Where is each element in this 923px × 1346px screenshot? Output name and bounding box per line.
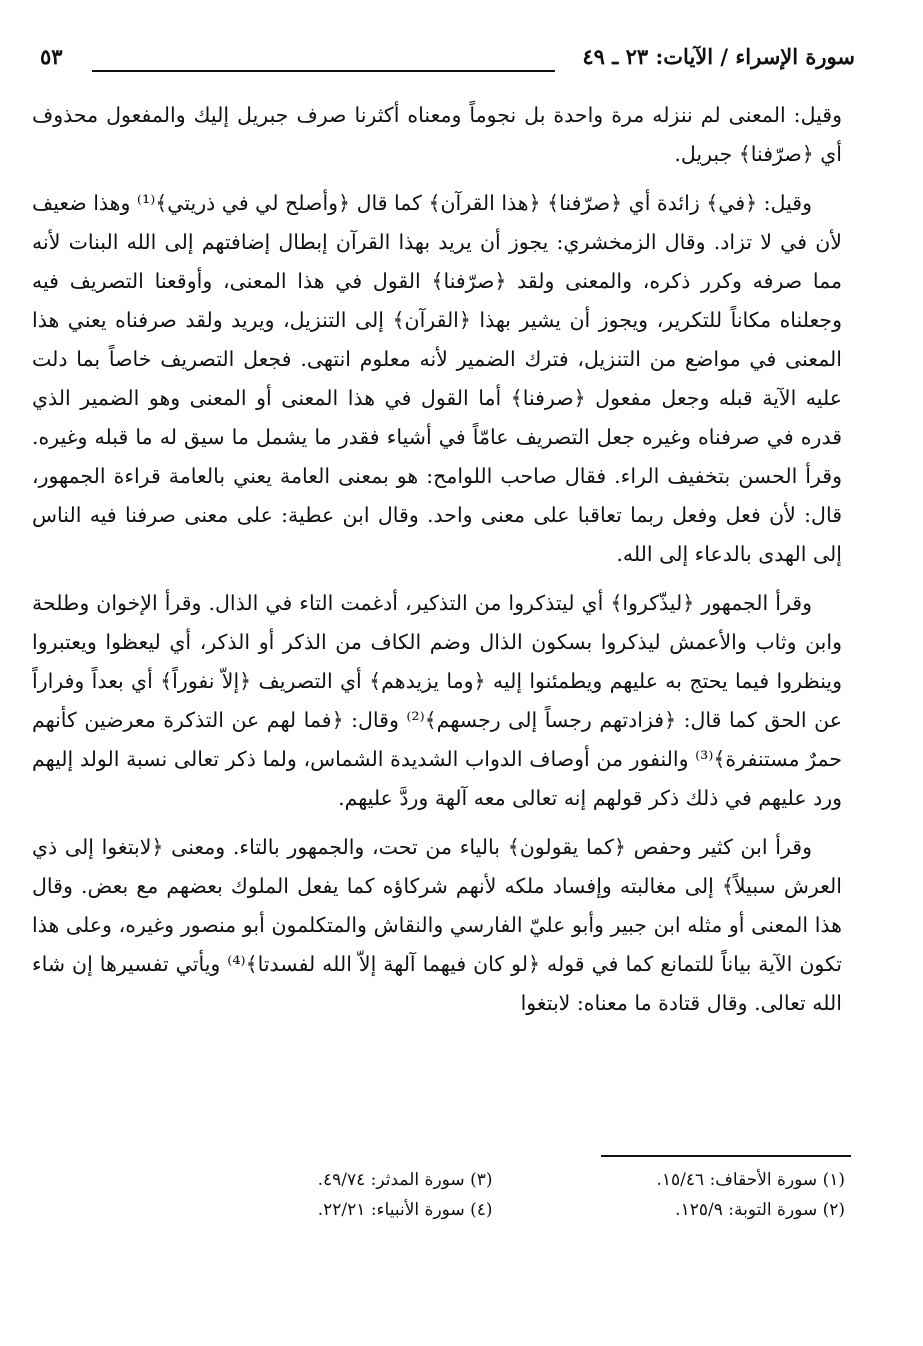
running-header [40,40,855,82]
footnote: (٢) سورة التوبة: ١٢٥/٩. [675,1200,845,1220]
paragraph: وقرأ ابن كثير وحفص ﴿كما يقولون﴾ بالياء من تحت، والجمهور بالتاء. ومعنى ﴿لابتغوا إلى ذي العرش سبيلاً﴾ إلى مغالبته وإفساد ملكه لأنهم شركاؤه كما يفعل الملوك بعضهم مع بعض. وقال هذا المعنى أو مثله ابن جبير وأبو عليّ الفارسي والنقاش والمتكلمون أبو منصور وغيره، وعلى هذا تكون الآية بياناً للتمانع كما في قوله ﴿لو كان فيهما آلهة إلاّ الله لفسدتا﴾⁽⁴⁾ ويأتي تفسيرها إن شاء الله تعالى. وقال قتادة ما معناه: لابتغوا [32,835,842,1015]
footnote: (٤) سورة الأنبياء: ٢٢/٢١. [317,1200,493,1220]
body-text [32,96,842,1033]
paragraph: وقيل: ﴿في﴾ زائدة أي ﴿صرّفنا﴾ ﴿هذا القرآن﴾ كما قال ﴿وأصلح لي في ذريتي﴾⁽¹⁾ وهذا ضعيف لأن في لا تزاد. وقال الزمخشري: يجوز أن يريد بهذا القرآن إبطال إضافتهم إلى الله البنات لأنه مما صرفه وكرر ذكره، والمعنى ولقد ﴿صرّفنا﴾ القول في هذا المعنى، وأوقعنا التصريف فيه وجعلناه مكاناً للتكرير، ويجوز أن يشير بهذا ﴿القرآن﴾ إلى التنزيل، ويريد ولقد صرفناه يعني هذا المعنى في مواضع من التنزيل، فترك الضمير لأنه معلوم انتهى. فجعل التصريف خاصاً بما دلت عليه الآية قبله وجعل مفعول ﴿صرفنا﴾ أما القول في هذا المعنى أو المعنى وهو الضمير الذي قدره في صرفناه وغيره جعل التصريف عامّاً في أشياء فقدر ما يشمل ما سيق له ما قبله وغيره. وقرأ الحسن بتخفيف الراء. فقال صاحب اللوامح: هو بمعنى العامة يعني بالعامة قراءة الجمهور، قال: لأن فعل وفعل ربما تعاقبا على معنى واحد. وقال ابن عطية: على معنى صرفنا فيه الناس إلى الهدى بالدعاء إلى الله. [32,191,842,566]
footnote: (٣) سورة المدثر: ٤٩/٧٤. [317,1170,493,1190]
paragraph: وقرأ الجمهور ﴿ليذّكروا﴾ أي ليتذكروا من التذكير، أدغمت التاء في الذال. وقرأ الإخوان وطلحة وابن وثاب والأعمش ليذكروا بسكون الذال وضم الكاف من الذكر أو الذكر، أي ليعظوا ويعتبروا وينظروا فيما يحتج به عليهم ويطمئنوا إليه ﴿وما يزيدهم﴾ أي التصريف ﴿إلاّ نفوراً﴾ أي بعداً وفراراً عن الحق كما قال: ﴿فزادتهم رجساً إلى رجسهم﴾⁽²⁾ وقال: ﴿فما لهم عن التذكرة معرضين كأنهم حمرٌ مستنفرة﴾⁽³⁾ والنفور من أوصاف الدواب الشديدة الشماس، ولما ذكر تعالى نسبة الولد إليهم ورد عليهم في ذلك ذكر قولهم إنه تعالى معه آلهة وردَّ عليهم. [32,591,842,810]
footnote: (١) سورة الأحقاف: ١٥/٤٦. [656,1170,845,1190]
page-number: ٥٣ [40,44,63,69]
footnote-rule [601,1155,851,1157]
header-title: سورة الإسراء / الآيات: ٢٣ ـ ٤٩ [582,44,855,69]
header-rule [92,70,555,72]
footnotes [180,1165,845,1225]
paragraph: وقيل: المعنى لم ننزله مرة واحدة بل نجوماً ومعناه أكثرنا صرف جبريل إليك والمفعول محذوف أي ﴿صرّفنا﴾ جبريل. [32,103,842,166]
